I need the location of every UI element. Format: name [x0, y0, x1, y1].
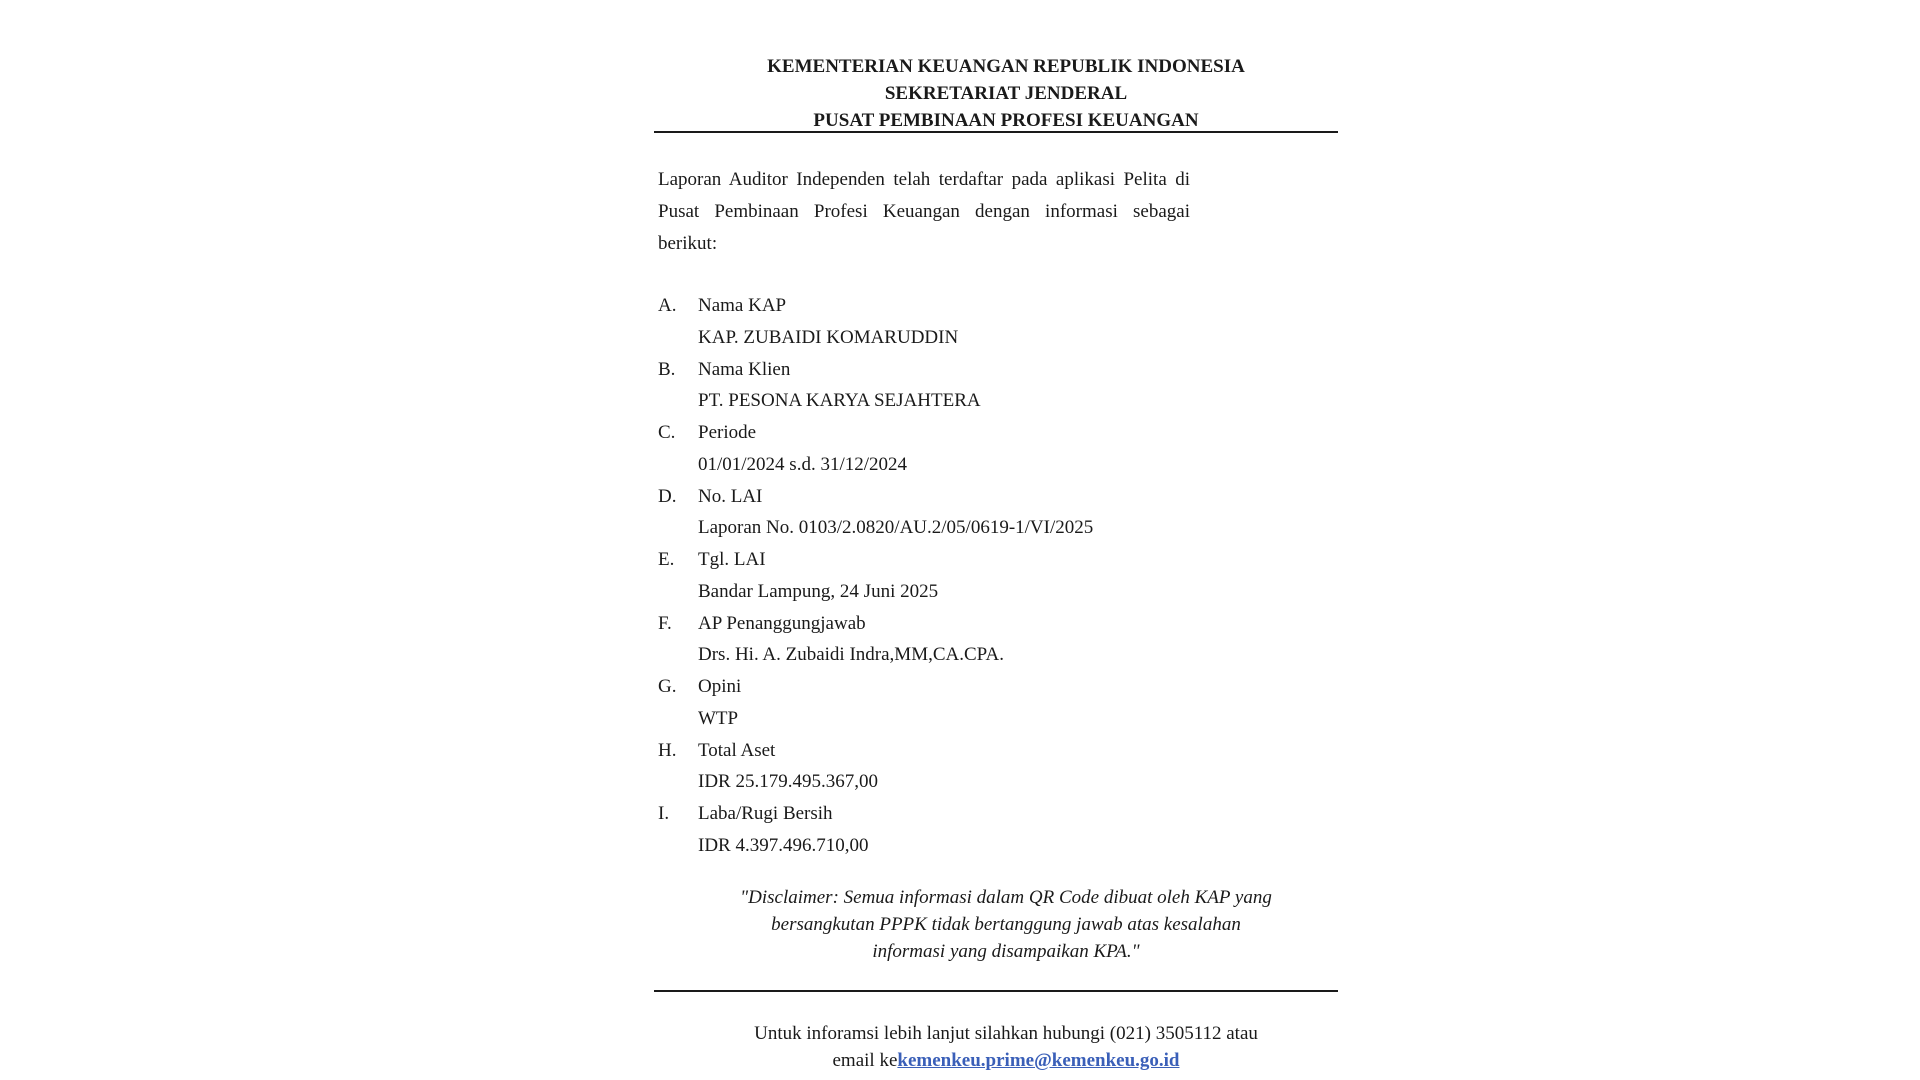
contact-phone-line: Untuk inforamsi lebih lanjut silahkan hubungi (021) 3505112 atau: [754, 1023, 1258, 1044]
item-letter: I.: [658, 803, 670, 824]
header-divider: [654, 131, 1338, 133]
footer-divider: [654, 990, 1338, 992]
header-secretariat: SEKRETARIAT JENDERAL: [884, 83, 1128, 104]
intro-paragraph: Laporan Auditor Independen telah terdaftar pada aplikasi Pelita di Pusat Pembinaan Profesi Keuangan dengan informasi sebagai berikut:: [658, 169, 1190, 254]
item-label: Tgl. LAI: [698, 549, 766, 570]
item-letter: B.: [658, 358, 676, 380]
item-value: WTP: [698, 707, 739, 729]
item-letter: F.: [658, 612, 672, 634]
disclaimer-line: informasi yang disampaikan KPA.": [872, 941, 1140, 962]
contact-footer: [654, 1020, 1338, 1074]
document-header: [654, 53, 1338, 134]
header-ministry: KEMENTERIAN KEUANGAN REPUBLIK INDONESIA: [767, 56, 1245, 77]
disclaimer-line: bersangkutan PPPK tidak bertanggung jawab atas kesalahan: [771, 914, 1241, 935]
item-letter: D.: [658, 485, 677, 507]
item-label: Nama Klien: [698, 358, 791, 380]
disclaimer-line: "Disclaimer: Semua informasi dalam QR Code dibuat oleh KAP yang: [740, 887, 1272, 908]
email-link[interactable]: kemenkeu.prime@kemenkeu.go.id: [897, 1050, 1180, 1071]
item-value: KAP. ZUBAIDI KOMARUDDIN: [698, 326, 959, 348]
item-label: Total Aset: [698, 739, 776, 761]
item-letter: E.: [658, 549, 675, 570]
item-value: Bandar Lampung, 24 Juni 2025: [698, 580, 939, 602]
item-value: IDR 4.397.496.710,00: [698, 834, 869, 856]
item-value: PT. PESONA KARYA SEJAHTERA: [698, 390, 981, 411]
item-letter: A.: [658, 295, 677, 316]
item-label: Nama KAP: [698, 295, 787, 316]
email-prefix: email ke: [832, 1050, 898, 1071]
item-label: Laba/Rugi Bersih: [698, 803, 833, 824]
contact-email-line: [674, 1047, 1338, 1074]
item-label: AP Penanggungjawab: [698, 612, 866, 634]
item-letter: H.: [658, 739, 677, 761]
disclaimer-text: [654, 884, 1338, 965]
item-letter: G.: [658, 676, 677, 697]
item-label: Opini: [698, 676, 742, 697]
item-label: No. LAI: [698, 485, 763, 507]
item-label: Periode: [698, 422, 757, 443]
item-letter: C.: [658, 422, 676, 443]
header-center: PUSAT PEMBINAAN PROFESI KEUANGAN: [813, 110, 1199, 131]
item-value: Drs. Hi. A. Zubaidi Indra,MM,CA.CPA.: [698, 644, 1004, 665]
item-value: IDR 25.179.495.367,00: [698, 771, 878, 792]
item-value: Laporan No. 0103/2.0820/AU.2/05/0619-1/VI/2025: [698, 517, 1094, 538]
item-value: 01/01/2024 s.d. 31/12/2024: [698, 453, 908, 475]
